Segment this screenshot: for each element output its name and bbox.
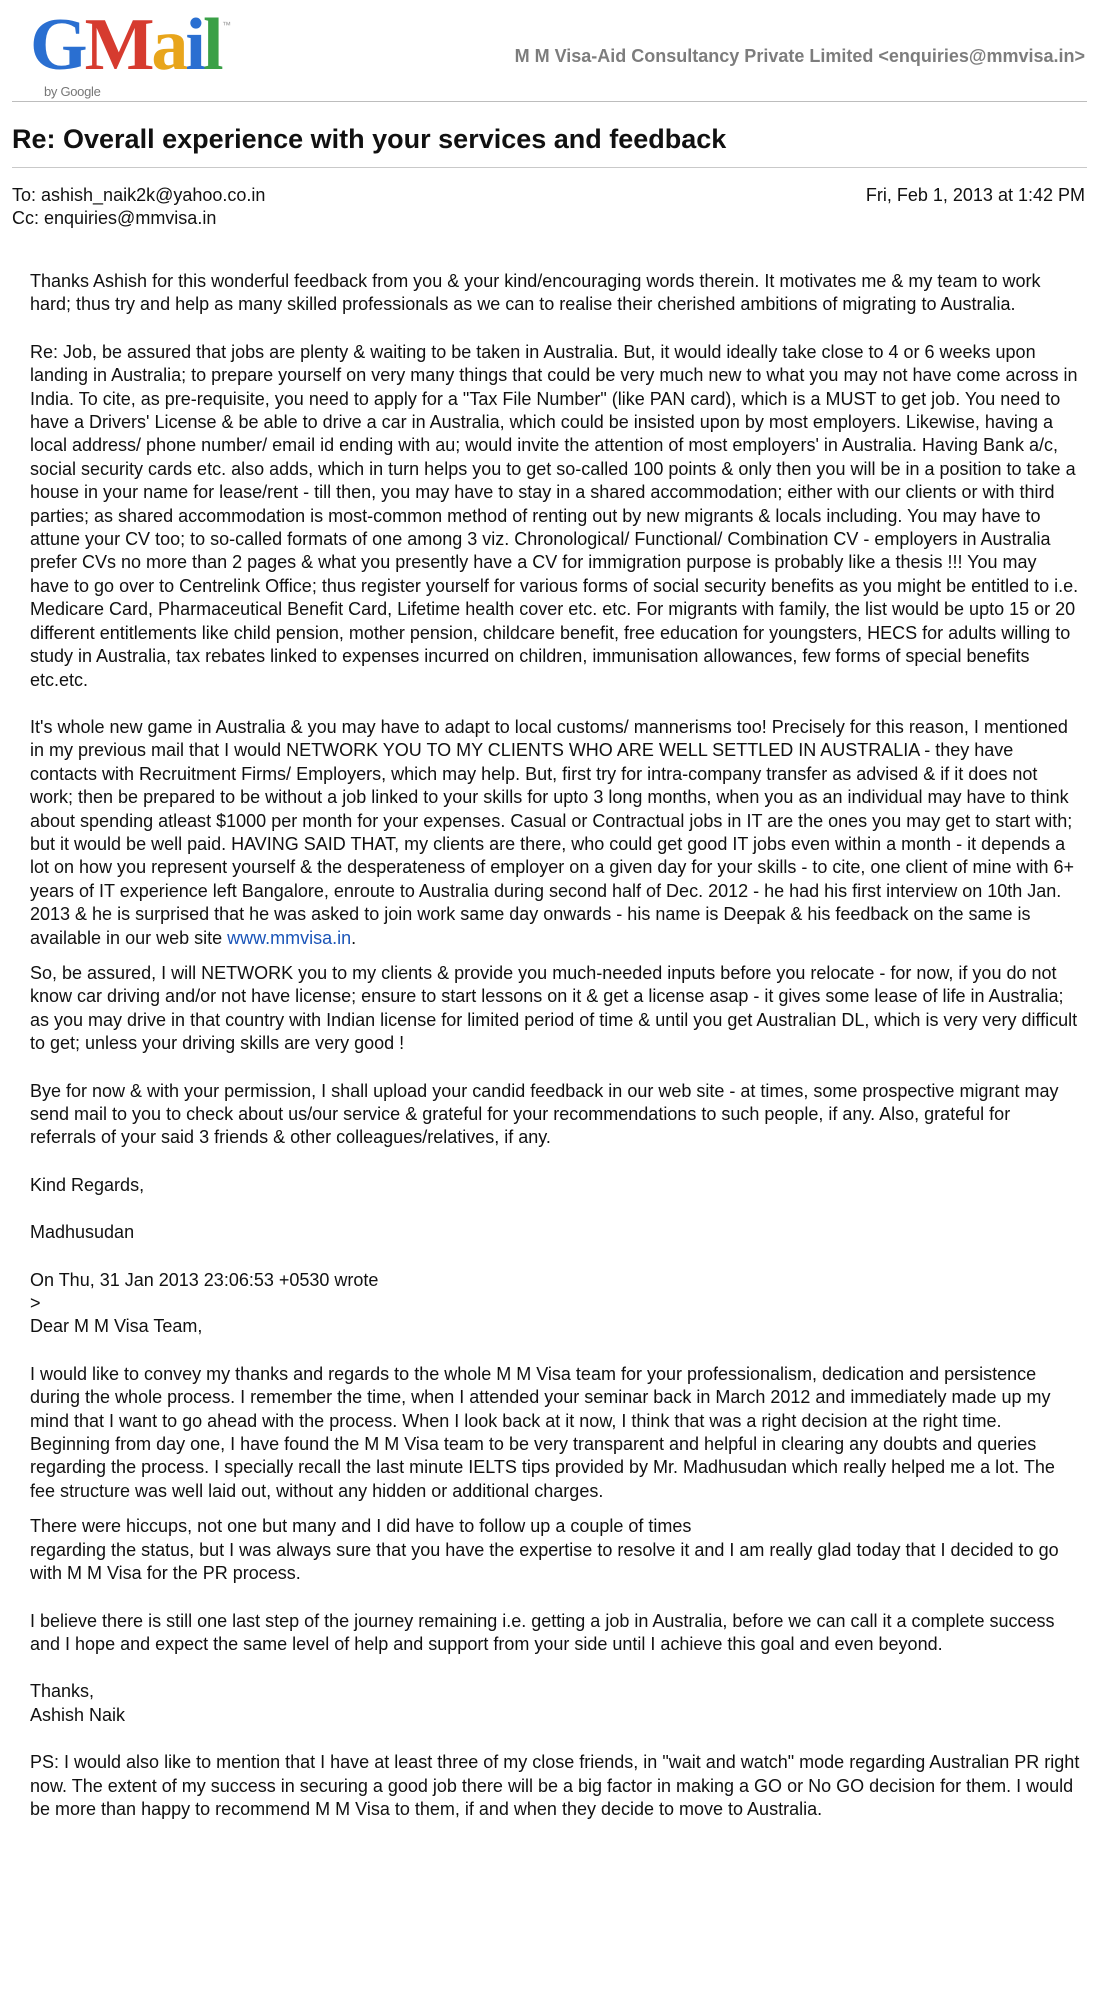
sender-name: M M Visa-Aid Consultancy Private Limited <enquiries@mmvisa.in>: [514, 46, 1085, 66]
body-paragraph-3: [30, 716, 1080, 950]
logo-by-google: by Google: [44, 84, 101, 99]
quote-author: Ashish Naik: [30, 1704, 126, 1725]
mail-header: [12, 4, 1087, 102]
quote-paragraph-2-line-1: There were hiccups, not one but many and I did have to follow up a couple of times: [30, 1516, 692, 1537]
gmail-logo: [22, 4, 231, 102]
email-body: [30, 270, 1080, 1845]
closing-regards: Kind Regards,: [30, 1174, 145, 1195]
quote-header: On Thu, 31 Jan 2013 23:06:53 +0530 wrote: [30, 1269, 379, 1290]
to-field: To: ashish_naik2k@yahoo.co.in: [12, 185, 266, 205]
quote-paragraph-3: I believe there is still one last step of the journey remaining i.e. getting a job in Australia, before we can call it a complete success and I hope and expect the same level of help and support from your side until I achieve this goal and even beyond.: [30, 1610, 1055, 1654]
quote-paragraph-2: [30, 1515, 1080, 1585]
quote-thanks: Thanks,: [30, 1681, 95, 1702]
body-paragraph-1: Thanks Ashish for this wonderful feedback from you & your kind/encouraging words therein. It motivates me & my team to work hard; thus try and help as many skilled professionals as we can to realise their cherished ambitions of migrating to Australia.: [30, 271, 1041, 315]
email-subject: Re: Overall experience with your services and feedback: [12, 124, 1087, 168]
trademark-mark: ™: [222, 20, 231, 30]
quote-marker: >: [30, 1293, 41, 1314]
body-paragraph-2: Re: Job, be assured that jobs are plenty & waiting to be taken in Australia. But, it would ideally take close to 4 or 6 weeks upon landing in Australia; to prepare yourself on very many things that could be very much new to what you may not have come across in India. To cite, as pre-requisite, you need to apply for a "Tax File Number" (like PAN card), which is a MUST to get job. You need to have a Drivers' License & be able to drive a car in Australia, which could be insisted upon by most employers. Likewise, having a local address/ phone number/ email id ending with au; would invite the attention of most employers' in Australia. Having Bank a/c, social security cards etc. also adds, which in turn helps you to get so-called 100 points & only then you will be in a position to take a house in your name for lease/rent - till then, you may have to stay in a shared accommodation; either with our clients or with third parties; as shared accommodation is most-common method of renting out by new migrants & locals including. You may have to attune your CV too; to so-called formats of one among 3 viz. Chronological/ Functional/ Combination CV - employers in Australia prefer CVs no more than 2 pages & what you presently have a CV for immigration purpose is probably like a thesis !!! You may have to go over to Centrelink Office; thus register yourself for various forms of social security benefits as you might be entitled to i.e. Medicare Card, Pharmaceutical Benefit Card, Lifetime health cover etc. etc. For migrants with family, the list would be upto 15 or 20 different entitlements like child pension, mother pension, childcare benefit, free education for youngsters, HECS for adults willing to study in Australia, tax rebates linked to expenses incurred on children, immunisation allowances, few forms of special benefits etc.etc.: [30, 341, 1079, 690]
signature-name: Madhusudan: [30, 1222, 135, 1243]
email-meta: [12, 184, 1087, 230]
quote-greeting: Dear M M Visa Team,: [30, 1316, 203, 1337]
mmvisa-link[interactable]: www.mmvisa.in: [227, 927, 352, 948]
quote-paragraph-1: I would like to convey my thanks and regards to the whole M M Visa team for your professionalism, dedication and persistence during the whole process. I remember the time, when I attended your seminar back in March 2012 and immediately made up my mind that I want to go ahead with the process. When I look back at it now, I think that was a right decision at the right time. Beginning from day one, I have found the M M Visa team to be very transparent and helpful in clearing any doubts and queries regarding the process. I specially recall the last minute IELTS tips provided by Mr. Madhusudan which really helped me a lot. The fee structure was well laid out, without any hidden or additional charges.: [30, 1363, 1055, 1501]
sent-date: Fri, Feb 1, 2013 at 1:42 PM: [865, 185, 1085, 205]
body-paragraph-4: So, be assured, I will NETWORK you to my clients & provide you much-needed inputs before you relocate - for now, if you do not know car driving and/or not have license; ensure to start lessons on it & get a license asap - it gives some lease of life in Australia; as you may drive in that country with Indian license for limited period of time & until you get Australian DL, which is very very difficult to get; unless your driving skills are very good !: [30, 962, 1078, 1054]
cc-field: Cc: enquiries@mmvisa.in: [12, 208, 217, 228]
body-paragraph-5: Bye for now & with your permission, I shall upload your candid feedback in our web site - at times, some prospective migrant may send mail to you to check about us/our service & grateful for your recommendations to such people, if any. Also, grateful for referrals of your said 3 friends & other colleagues/relatives, if any.: [30, 1080, 1059, 1148]
gmail-logo-wordmark: GMail: [30, 4, 221, 86]
body-paragraph-3-text: It's whole new game in Australia & you may have to adapt to local customs/ mannerisms too! Precisely for this reason, I mentioned in my previous mail that I would NETWORK YOU TO MY CLIENTS WHO ARE WELL SETTLED IN AUSTRALIA - they have contacts with Recruitment Firms/ Employers, which may help. But, first try for intra-company transfer as advised & if it does not work; then be prepared to be without a job linked to your skills for upto 3 long months, when you as an individual may have to think about spending atleast $1000 per month for your expenses. Casual or Contractual jobs in IT are the ones you may get to start with; but it would be well paid. HAVING SAID THAT, my clients are there, who could get good IT jobs even within a month - it depends a lot on how you represent yourself & the desperateness of employer on a given day for your skills - to cite, one client of mine with 6+ years of IT experience left Bangalore, enroute to Australia during second half of Dec. 2012 - he had his first interview on 10th Jan. 2013 & he is surprised that he was asked to join work same day onwards - his name is Deepak & his feedback on the same is available in our web site: [30, 716, 1075, 948]
quote-signoff: [30, 1680, 1080, 1727]
quote-postscript: PS: I would also like to mention that I have at least three of my close friends, in "wait and watch" mode regarding Australian PR right now. The extent of my success in securing a good job there will be a big factor in making a GO or No GO decision for them. I would be more than happy to recommend M M Visa to them, if and when they decide to move to Australia.: [30, 1752, 1080, 1819]
body-paragraph-3-end: .: [351, 927, 357, 948]
quote-paragraph-2-rest: regarding the status, but I was always sure that you have the expertise to resolve it and I am really glad today that I decided to go with M M Visa for the PR process.: [30, 1539, 1059, 1584]
